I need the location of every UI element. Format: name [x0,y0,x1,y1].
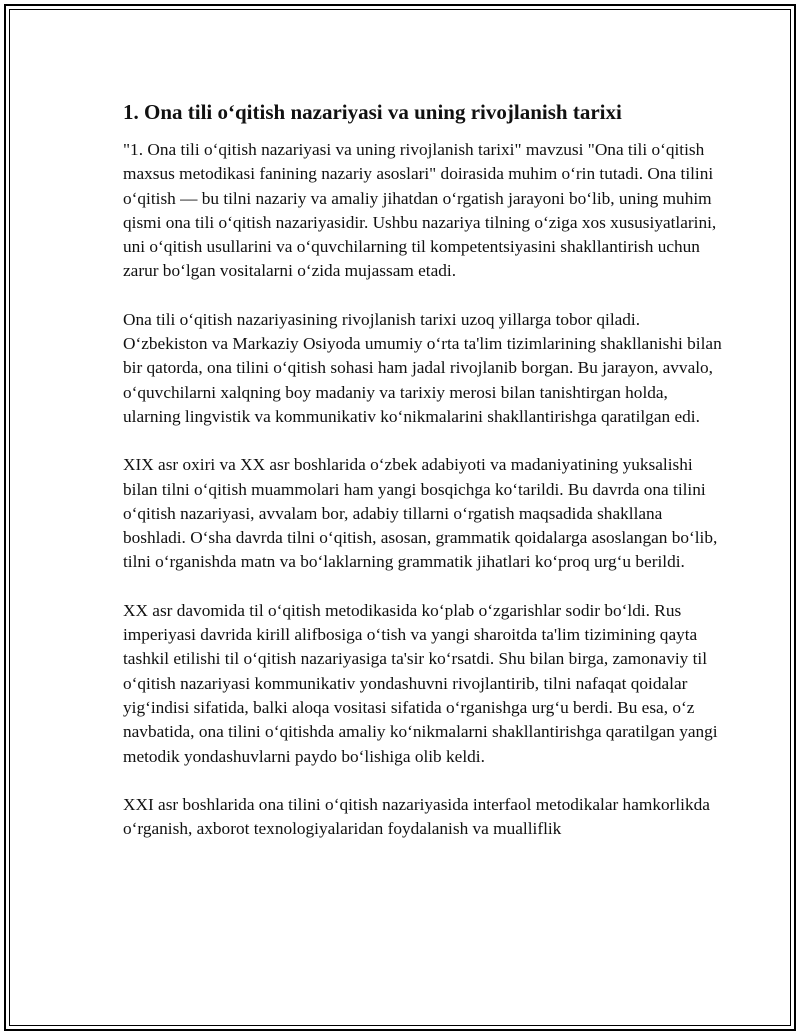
paragraph-3: XIX asr oxiri va XX asr boshlarida o‘zbek adabiyoti va madaniyatining yuksalishi bilan tilni o‘qitish muammolari ham yangi bosqichga ko‘tarildi. Bu davrda ona tilini o‘qitish nazariyasi, avvalam bor, adabiy tillarni o‘rgatish maqsadida shakllana boshladi. O‘sha davrda tilni o‘qitish, asosan, grammatik qoidalarga asoslangan bo‘lib, tilni o‘rganishda matn va bo‘laklarning grammatik jihatlari ko‘proq urg‘u berildi. [123,455,718,572]
document-body [123,98,723,865]
page-frame [4,4,796,1031]
paragraph-5: XXI asr boshlarida ona tilini o‘qitish nazariyasida interfaol metodikalar hamkorlikda o‘rganish, axborot texnologiyalaridan foydalanish va mualliflik [123,794,710,839]
paragraph-1: "1. Ona tili o‘qitish nazariyasi va uning rivojlanish tarixi" mavzusi "Ona tili o‘qitish maxsus metodikasi fanining nazariy asoslari" doirasida muhim o‘rin tutadi. Ona tilini o‘qitish — bu tilni nazariy va amaliy jihatdan o‘rgatish jarayoni bo‘lib, uning muhim qismi ona tili o‘qitish nazariyasidir. Ushbu nazariya tilning o‘ziga xos xususiyatlarini, uni o‘qitish usullarini va o‘quvchilarning til kompetentsiyasini shakllantirish uchun zarur bo‘lgan vositalarni o‘zida mujassam etadi. [123,140,717,281]
paragraph-2: Ona tili o‘qitish nazariyasining rivojlanish tarixi uzoq yillarga tobor qiladi. O‘zbekiston va Markaziy Osiyoda umumiy o‘rta ta'lim tizimlarining shakllanishi bilan bir qatorda, ona tilini o‘qitish sohasi ham jadal rivojlanib borgan. Bu jarayon, avvalo, o‘quvchilarni xalqning boy madaniy va tarixiy merosi bilan tanishtirgan holda, ularning lingvistik va kommunikativ ko‘nikmalarini shakllantirishga qaratilgan edi. [123,309,722,426]
document-title: 1. Ona tili o‘qitish nazariyasi va uning rivojlanish tarixi [123,100,622,124]
paragraph-4: XX asr davomida til o‘qitish metodikasida ko‘plab o‘zgarishlar sodir bo‘ldi. Rus imperiyasi davrida kirill alifbosiga o‘tish va yangi sharoitda ta'lim tizimining qayta tashkil etilishi til o‘qitish nazariyasiga ta'sir ko‘rsatdi. Shu bilan birga, zamonaviy til o‘qitish nazariyasi kommunikativ yondashuvni rivojlantirib, tilni nafaqat qoidalar yig‘indisi sifatida, balki aloqa vositasi sifatida o‘rganishga urg‘u berdi. Bu esa, o‘z navbatida, ona tilini o‘qitishda amaliy ko‘nikmalarni shakllantirishga qaratilgan yangi metodik yondashuvlarni paydo bo‘lishiga olib keldi. [123,600,718,766]
